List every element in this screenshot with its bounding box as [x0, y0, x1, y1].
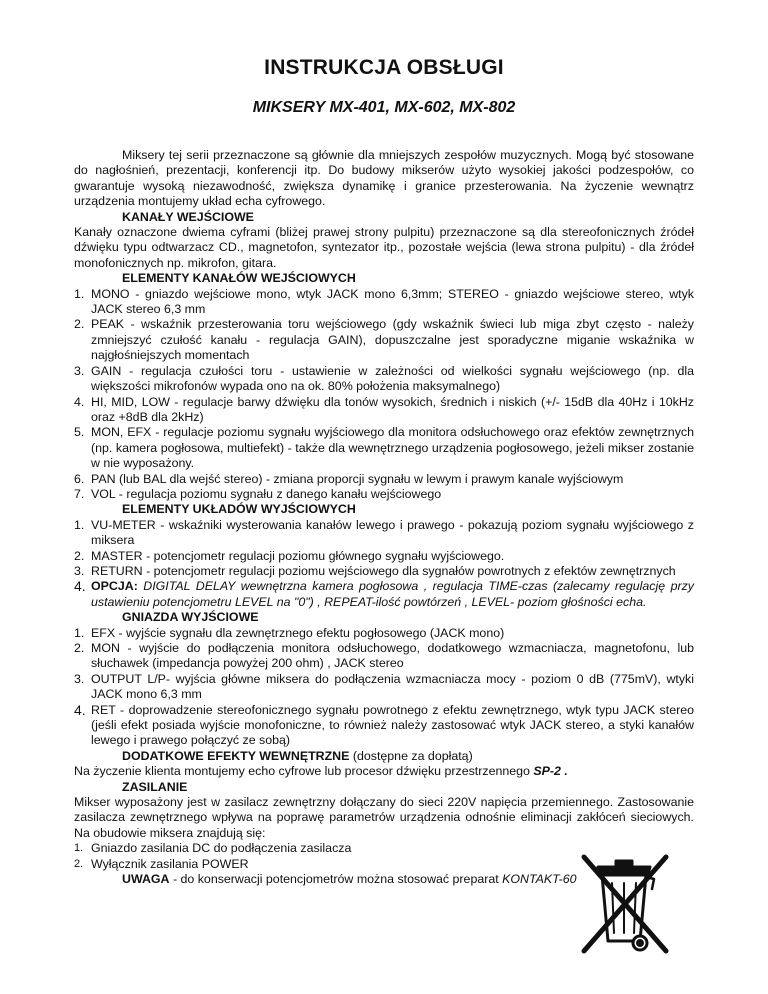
- extra-effects-paragraph: Na życzenie klienta montujemy echo cyfrowe lub procesor dźwięku przestrzennego SP-2 .: [74, 764, 568, 779]
- section-heading-output-elements: ELEMENTY UKŁADÓW WYJŚCIOWYCH: [122, 502, 356, 517]
- list-item: 5. MON, EFX - regulacje poziomu sygnału wyjściowego dla monitora odsłuchowego oraz efektów zewnętrznych (np. kamera pogłosowa, multiefekt) - także dla wewnętrznego urządzenia pogłosowego, jeżeli mikser zostanie w nie wyposażony.: [74, 425, 694, 471]
- list-item: 2. PEAK - wskaźnik przesterowania toru wejściowego (gdy wskaźnik świeci lub miga zbyt często - należy zmniejszyć czułość kanału - regulacja GAIN), dopuszczalne jest sporadyczne miganie wskaźnika w najgłośniejszych momentach: [74, 317, 694, 363]
- list-item: 4. HI, MID, LOW - regulacje barwy dźwięku dla tonów wysokich, średnich i niskich (+/- 15dB dla 40Hz i 10kHz oraz +8dB dla 2kHz): [74, 394, 694, 424]
- list-item-option: 4. OPCJA: DIGITAL DELAY wewnętrzna kamera pogłosowa , regulacja TIME-czas (zalecamy regulację przy ustawieniu potencjometru LEVEL na "0") , REPEAT-ilość powtórzeń , LEVEL- poziom głośności echa.: [74, 578, 694, 609]
- power-paragraph: Mikser wyposażony jest w zasilacz zewnętrzny dołączany do sieci 220V napięcia przemiennego. Zastosowanie zasilacza zewnętrznego wpływa na poprawę parametrów urządzenia odnośnie eliminacji zakłóceń sieciowych. Na obudowie miksera znajdują się:: [74, 795, 694, 840]
- option-label: OPCJA:: [91, 579, 138, 594]
- list-item: 3. GAIN - regulacja czułości toru - ustawienie w zależności od wielkości sygnału wejściowego (np. dla większości mikrofonów wypada ono na ok. 80% położenia maksymalnego): [74, 363, 694, 394]
- warning-label: UWAGA: [122, 872, 170, 887]
- document-body: [74, 148, 694, 888]
- output-jacks-list: [74, 626, 694, 749]
- warning-product: KONTAKT-60: [502, 872, 577, 887]
- input-elements-list: [74, 287, 694, 503]
- list-item: 1. Gniazdo zasilania DC do podłączenia zasilacza: [74, 841, 352, 856]
- section-heading-input-elements: ELEMENTY KANAŁÓW WEJŚCIOWYCH: [122, 271, 356, 286]
- list-item: 1. EFX - wyjście sygnału dla zewnętrznego efektu pogłosowego (JACK mono): [74, 625, 505, 640]
- list-item: 2. MASTER - potencjometr regulacji poziomu głównego sygnału wyjściowego.: [74, 548, 505, 563]
- inputs-paragraph: Kanały oznaczone dwiema cyframi (bliżej prawej strony pulpitu) przeznaczone są dla stereofonicznych źródeł dźwięku typu odtwarzacz CD., magnetofon, syntezator itp., pozostałe wejścia (lewa strona pulpitu) - dla źródeł monofonicznych np. mikrofon, gitara.: [74, 225, 694, 270]
- extra-effects-note: (dostępne za dopłatą): [352, 748, 473, 763]
- list-item: 3. RETURN - potencjometr regulacji poziomu wejściowego dla sygnałów powrotnych z efektów zewnętrznych: [74, 563, 676, 578]
- warning-paragraph: UWAGA - do konserwacji potencjometrów można stosować preparat KONTAKT-60: [122, 872, 577, 887]
- section-heading-power: ZASILANIE: [122, 779, 188, 794]
- list-item: 1. VU-METER - wskaźniki wysterowania kanałów lewego i prawego - pokazują poziom sygnału wyjściowego z miksera: [74, 517, 694, 548]
- page-title: INSTRUKCJA OBSŁUGI: [264, 56, 504, 79]
- list-item: 6. PAN (lub BAL dla wejść stereo) - zmiana proporcji sygnału w lewym i prawym kanale wyjściowym: [74, 471, 624, 486]
- crossed-out-wheelie-bin-icon: [562, 843, 686, 963]
- output-elements-list: [74, 518, 694, 610]
- list-item: 3. OUTPUT L/P- wyjścia główne miksera do podłączenia wzmacniacza mocy - poziom 0 dB (775mV), wtyki JACK mono 6,3 mm: [74, 671, 694, 702]
- page-subtitle: MIKSERY MX-401, MX-602, MX-802: [252, 99, 516, 116]
- section-heading-output-jacks: GNIAZDA WYJŚCIOWE: [122, 610, 259, 625]
- list-item: 7. VOL - regulacja poziomu sygnału z danego kanału wejściowego: [74, 486, 442, 501]
- section-heading-inputs: KANAŁY WEJŚCIOWE: [122, 209, 254, 224]
- list-item: 2. MON - wyjście do podłączenia monitora odsłuchowego, dodatkowego wzmacniacza, magnetofonu, lub słuchawek (impedancja powyżej 200 ohm) , JACK stereo: [74, 641, 694, 671]
- intro-paragraph: Miksery tej serii przeznaczone są głównie dla mniejszych zespołów muzycznych. Mogą być stosowane do nagłośnień, prezentacji, konferencji itp. Do budowy mikserów użyto wysokiej jakości podzespołów, co gwarantuje wysoką niezawodność, zwiększa dynamikę i granice przesterowania. Na życzenie wewnątrz urządzenia montujemy układ echa cyfrowego.: [74, 148, 694, 209]
- product-name: SP-2 .: [533, 764, 568, 779]
- section-heading-extra-effects: DODATKOWE EFEKTY WEWNĘTRZNE (dostępne za dopłatą): [122, 748, 473, 763]
- list-item: 1. MONO - gniazdo wejściowe mono, wtyk JACK mono 6,3mm; STEREO - gniazdo wejściowe stereo, wtyk JACK stereo 6,3 mm: [74, 286, 694, 317]
- list-item: 2. Wyłącznik zasilania POWER: [74, 856, 249, 871]
- list-item: 4. RET - doprowadzenie stereofonicznego sygnału powrotnego z efektu zewnętrznego, wtyk typu JACK stereo (jeśli efekt posiada wyjście monofoniczne, to również należy zastosować wtyk JACK stereo, a styki kanałów lewego i prawego połączyć ze sobą): [74, 701, 694, 748]
- option-text: DIGITAL DELAY wewnętrzna kamera pogłosowa , regulacja TIME-czas (zalecamy regulację przy ustawieniu potencjometru LEVEL na "0") , REPEAT-ilość powtórzeń , LEVEL- poziom głośności echa.: [91, 579, 694, 609]
